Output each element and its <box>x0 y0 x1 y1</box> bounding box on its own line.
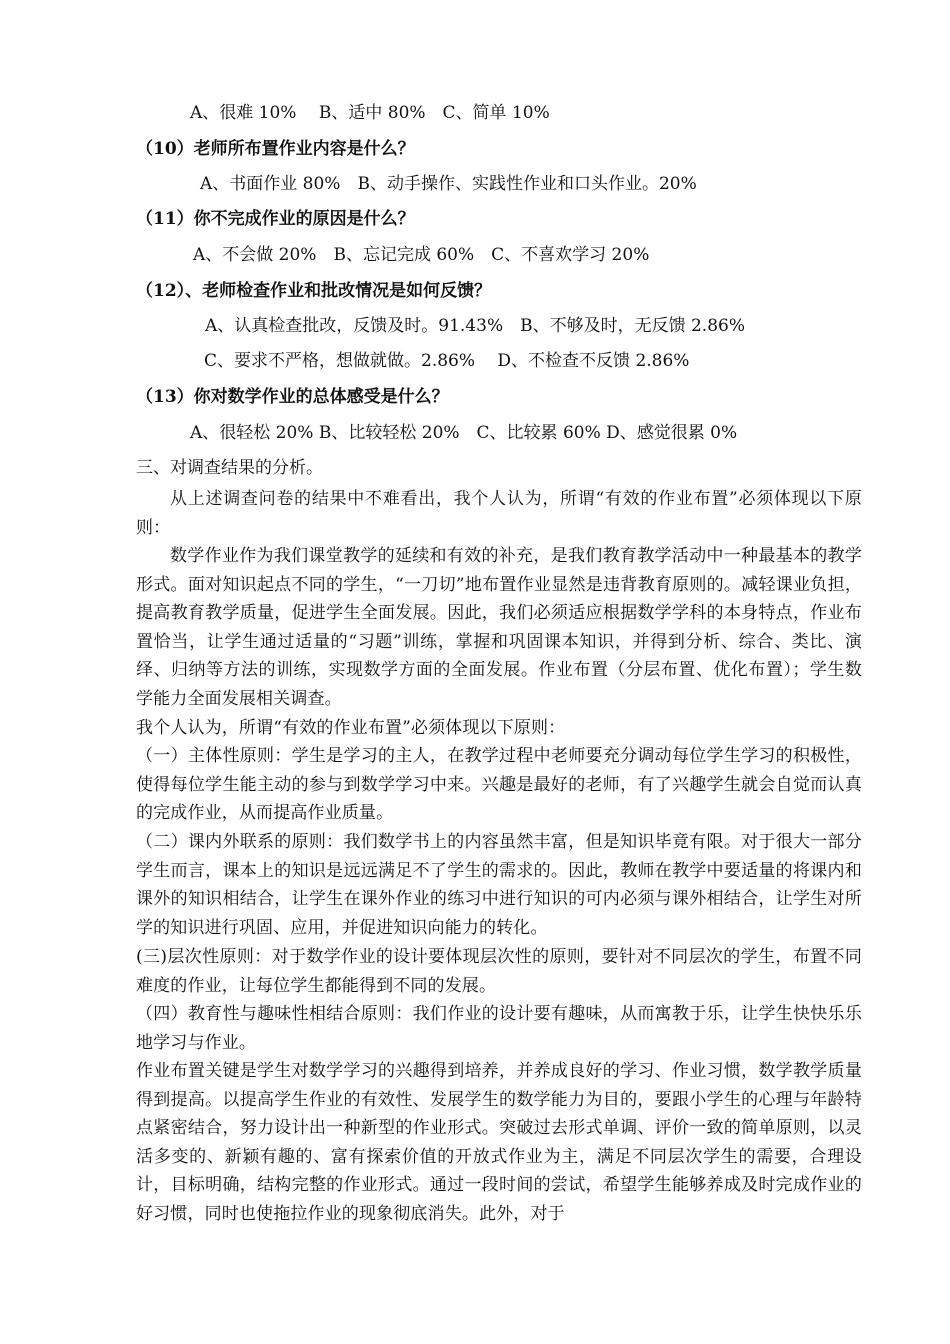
q12-options-1: A、认真检查批改，反馈及时。91.43% B、不够及时，无反馈 2.86% <box>205 316 745 336</box>
q13-title: （13）你对数学作业的总体感受是什么？ <box>136 387 449 407</box>
analysis-paragraph-conclusion: 作业布置关键是学生对数学学习的兴趣得到培养，并养成良好的学习、作业习惯，数学教学质量得到提高。以提高学生作业的有效性、发展学生的数学能力为目的，要跟小学生的心理与年龄特点紧密结合，努力设计出一种新型的作业形式。突破过去形式单调、评价一致的简单原则，以灵活多变的、新颖有趣的、富有探索价值的开放式作业为主，满足不同层次学生的需要，合理设计，目标明确，结构完整的作业形式。通过一段时间的尝试，希望学生能够养成及时完成作业的好习惯，同时也使拖拉作业的现象彻底消失。此外，对于 <box>136 1061 862 1224</box>
q11-title: （11）你不完成作业的原因是什么？ <box>136 209 415 229</box>
q12-options-2: C、要求不严格，想做就做。2.86% D、不检查不反馈 2.86% <box>204 351 690 371</box>
q13-options: A、很轻松 20% B、比较轻松 20% C、比较累 60% D、感觉很累 0% <box>190 423 738 443</box>
principle-3: (三)层次性原则：对于数学作业的设计要体现层次性的原则，要针对不同层次的学生，布置不同难度的作业，让每位学生都能得到不同的发展。 <box>136 947 862 996</box>
analysis-paragraph-1: 从上述调查问卷的结果中不难看出，我个人认为，所谓“有效的作业布置”必须体现以下原则： <box>136 489 862 538</box>
analysis-heading: 三、对调查结果的分析。 <box>136 458 323 478</box>
q11-options: A、不会做 20% B、忘记完成 60% C、不喜欢学习 20% <box>193 245 650 265</box>
principle-4: （四）教育性与趣味性相结合原则：我们作业的设计要有趣味，从而寓教于乐，让学生快快乐乐地学习与作业。 <box>136 1004 862 1053</box>
principle-2: （二）课内外联系的原则：我们数学书上的内容虽然丰富，但是知识毕竟有限。对于很大一部分学生而言，课本上的知识是远远满足不了学生的需求的。因此，教师在教学中要适量的将课内和课外的知识相结合，让学生在课外作业的练习中进行知识的可内必须与课外相结合，让学生对所学的知识进行巩固、应用，并促进知识向能力的转化。 <box>136 832 862 938</box>
analysis-paragraph-3: 我个人认为，所谓“有效的作业布置”必须体现以下原则： <box>136 718 566 738</box>
q9-options: A、很难 10% B、适中 80% C、简单 10% <box>190 103 550 123</box>
q10-title: （10）老师所布置作业内容是什么？ <box>136 139 415 159</box>
analysis-paragraph-2: 数学作业作为我们课堂教学的延续和有效的补充，是我们教育教学活动中一种最基本的教学形式。面对知识起点不同的学生，“一刀切”地布置作业显然是违背教育原则的。减轻课业负担，提高教育教学质量，促进学生全面发展。因此，我们必须适应根据数学学科的本身特点，作业布置恰当，让学生通过适量的“习题”训练，掌握和巩固课本知识，并得到分析、综合、类比、演绎、归纳等方法的训练，实现数学方面的全面发展。作业布置（分层布置、优化布置）；学生数学能力全面发展相关调查。 <box>136 546 862 709</box>
q10-options: A、书面作业 80% B、动手操作、实践性作业和口头作业。20% <box>200 174 697 194</box>
q12-title: （12）、老师检查作业和批改情况是如何反馈？ <box>136 281 492 301</box>
principle-1: （一）主体性原则：学生是学习的主人，在教学过程中老师要充分调动每位学生学习的积极性，使得每位学生能主动的参与到数学学习中来。兴趣是最好的老师，有了兴趣学生就会自觉而认真的完成作业，从而提高作业质量。 <box>136 746 862 824</box>
